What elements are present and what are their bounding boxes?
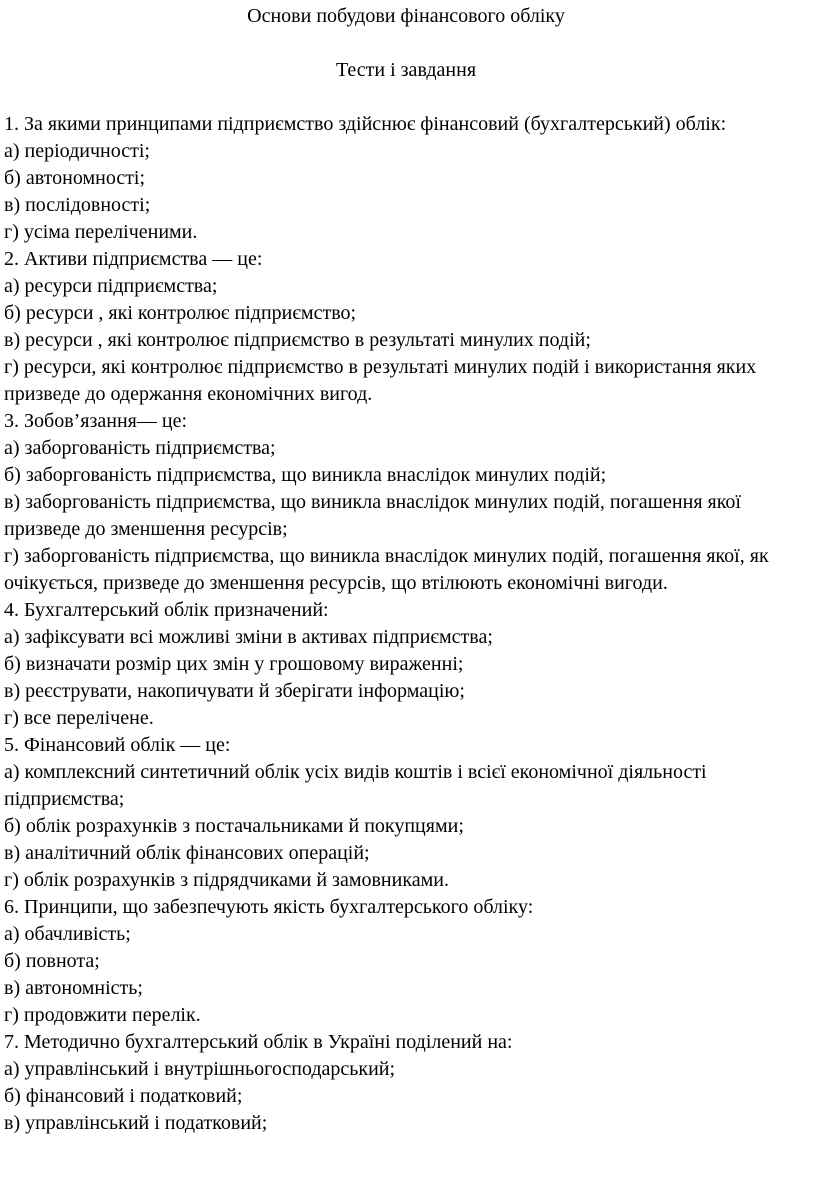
answer-option: б) повнота; bbox=[4, 950, 100, 972]
question-block bbox=[4, 597, 808, 732]
answer-option: г) облік розрахунків з підрядчиками й замовниками. bbox=[4, 869, 449, 891]
question-text: 2. Активи підприємства — це: bbox=[4, 248, 263, 270]
question-text: 1. За якими принципами підприємство здійснює фінансовий (бухгалтерський) облік: bbox=[4, 113, 727, 135]
answer-option: а) заборгованість підприємства; bbox=[4, 437, 276, 459]
question-text: 5. Фінансовий облік — це: bbox=[4, 734, 231, 756]
answer-option: г) ресурси, які контролює підприємство в результаті минулих подій і використання яких призведе до одержання економічних вигод. bbox=[4, 356, 757, 405]
question-text: 3. Зобов’язання— це: bbox=[4, 410, 188, 432]
answer-option: в) автономність; bbox=[4, 977, 143, 999]
answer-option: б) автономності; bbox=[4, 167, 146, 189]
answer-option: а) ресурси підприємства; bbox=[4, 275, 218, 297]
page-title: Основи побудови фінансового обліку bbox=[247, 5, 565, 27]
answer-option: г) усіма переліченими. bbox=[4, 221, 198, 243]
question-text: 7. Методично бухгалтерський облік в Україні поділений на: bbox=[4, 1031, 513, 1053]
question-block bbox=[4, 111, 808, 246]
answer-option: в) реєструвати, накопичувати й зберігати інформацію; bbox=[4, 680, 465, 702]
answer-option: а) зафіксувати всі можливі зміни в активах підприємства; bbox=[4, 626, 493, 648]
question-list bbox=[4, 111, 808, 1137]
answer-option: в) ресурси , які контролює підприємство в результаті минулих подій; bbox=[4, 329, 591, 351]
answer-option: а) періодичності; bbox=[4, 140, 150, 162]
answer-option: б) визначати розмір цих змін у грошовому вираженні; bbox=[4, 653, 464, 675]
question-block bbox=[4, 732, 808, 894]
question-block bbox=[4, 246, 808, 408]
question-block bbox=[4, 1029, 808, 1137]
question-block bbox=[4, 894, 808, 1029]
answer-option: г) заборгованість підприємства, що виникла внаслідок минулих подій, погашення якої, як очікується, призведе до зменшення ресурсів, що втілюють економічні вигоди. bbox=[4, 545, 769, 594]
answer-option: в) аналітичний облік фінансових операцій; bbox=[4, 842, 370, 864]
question-text: 6. Принципи, що забезпечують якість бухгалтерського обліку: bbox=[4, 896, 534, 918]
answer-option: б) облік розрахунків з постачальниками й покупцями; bbox=[4, 815, 464, 837]
answer-option: б) фінансовий і податковий; bbox=[4, 1085, 243, 1107]
question-block bbox=[4, 408, 808, 597]
answer-option: б) ресурси , які контролює підприємство; bbox=[4, 302, 357, 324]
answer-option: а) управлінський і внутрішньогосподарський; bbox=[4, 1058, 396, 1080]
answer-option: в) послідовності; bbox=[4, 194, 151, 216]
question-text: 4. Бухгалтерський облік призначений: bbox=[4, 599, 329, 621]
answer-option: в) управлінський і податковий; bbox=[4, 1112, 268, 1134]
answer-option: а) комплексний синтетичний облік усіх видів коштів і всієї економічної діяльності підприємства; bbox=[4, 761, 707, 810]
answer-option: в) заборгованість підприємства, що виникла внаслідок минулих подій, погашення якої призведе до зменшення ресурсів; bbox=[4, 491, 741, 540]
answer-option: б) заборгованість підприємства, що виникла внаслідок минулих подій; bbox=[4, 464, 607, 486]
document-page bbox=[0, 3, 816, 1187]
answer-option: г) все перелічене. bbox=[4, 707, 154, 729]
answer-option: г) продовжити перелік. bbox=[4, 1004, 201, 1026]
answer-option: а) обачливість; bbox=[4, 923, 131, 945]
page-subtitle: Тести і завдання bbox=[335, 59, 477, 81]
